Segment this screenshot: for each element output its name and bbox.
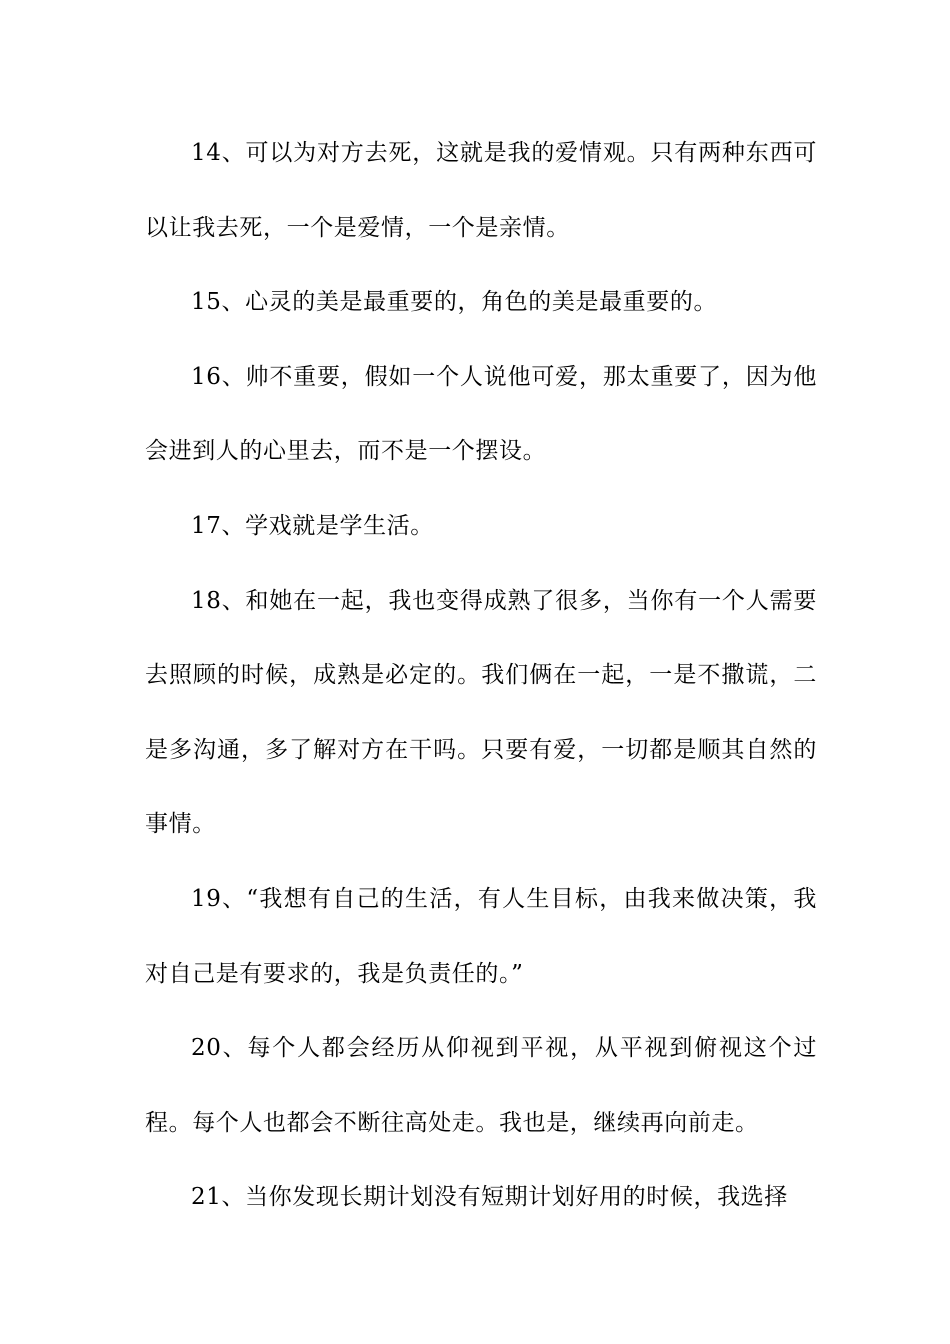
- paragraph-14: 14、可以为对方去死，这就是我的爱情观。只有两种东西可以让我去死，一个是爱情，一个是亲情。: [145, 140, 817, 241]
- paragraph-17: 17、学戏就是学生活。: [191, 512, 434, 539]
- paragraph-18: 18、和她在一起，我也变得成熟了很多，当你有一个人需要去照顾的时候，成熟是必定的。我们俩在一起，一是不撒谎，二是多沟通，多了解对方在干吗。只要有爱，一切都是顺其自然的事情。: [145, 587, 817, 838]
- paragraph-16: 16、帅不重要，假如一个人说他可爱，那太重要了，因为他会进到人的心里去，而不是一个摆设。: [145, 363, 817, 465]
- document-body: [145, 116, 817, 1235]
- paragraph-19: 19、“我想有自己的生活，有人生目标，由我来做决策，我对自己是有要求的，我是负责任的。”: [145, 885, 817, 987]
- paragraph-15: 15、心灵的美是最重要的，角色的美是最重要的。: [191, 289, 718, 316]
- paragraph-21: 21、当你发现长期计划没有短期计划好用的时候，我选择: [191, 1184, 788, 1211]
- paragraph-20: 20、每个人都会经历从仰视到平视，从平视到俯视这个过程。每个人也都会不断往高处走。我也是，继续再向前走。: [145, 1035, 817, 1136]
